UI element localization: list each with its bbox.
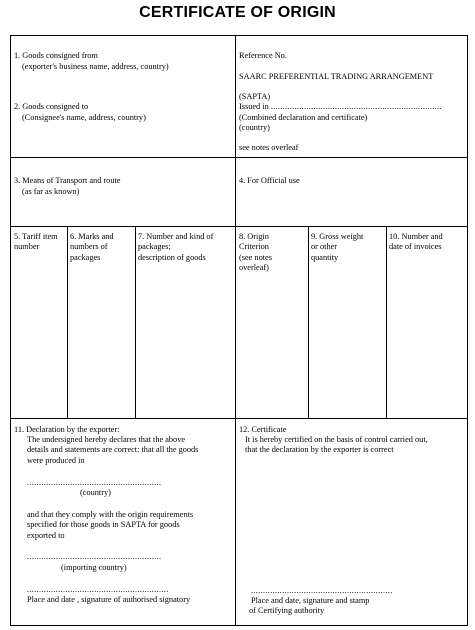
arrangement-name: SAARC PREFERENTIAL TRADING ARRANGEMENT [239, 71, 434, 81]
box12-heading: 12. Certificate [239, 425, 287, 434]
box2-subheading: (Consignee's name, address, country) [22, 112, 146, 122]
col8-origin-criterion: 8. Origin Criterion (see notes overleaf) [239, 232, 272, 272]
col-divider-9-10 [386, 226, 387, 418]
issued-in-block [239, 92, 465, 164]
box4-heading: 4. For Official use [239, 176, 300, 186]
importing-country-label: (importing country) [61, 563, 127, 572]
box1-heading: 1. Goods consigned from [14, 51, 98, 61]
col10-invoices: 10. Number and date of invoices [389, 232, 443, 252]
importing-country-field[interactable]: ........................................................ [27, 552, 162, 561]
certifying-signature-field[interactable]: ........................................................... [251, 586, 393, 595]
col5-tariff-item: 5. Tariff item number [14, 232, 58, 252]
issued-in-dots: ........................................................................ [270, 102, 442, 112]
issued-in-label: Issued in [239, 102, 269, 112]
row-divider-2 [11, 226, 467, 227]
top-divider [235, 36, 236, 418]
row-divider-3 [11, 418, 467, 419]
col-divider-5-6 [67, 226, 68, 418]
box11-compliance-text: and that they comply with the origin requirements specified for those goods in SAPTA for goods exported to [27, 510, 194, 540]
col-divider-6-7 [135, 226, 136, 418]
box4-official-use [239, 166, 465, 187]
exporter-signature-field[interactable]: ........................................................... [27, 585, 169, 594]
box11-country-label: (country) [80, 488, 111, 497]
arrangement-acronym: (SAPTA) [239, 92, 271, 102]
declaration-type: (Combined declaration and certificate) [239, 113, 368, 123]
certifying-signature-label-1: Place and date, signature and stamp [251, 596, 370, 605]
box3-transport-route [14, 166, 232, 207]
produced-in-country-field[interactable]: ........................................................ [27, 478, 162, 487]
certificate-form [10, 35, 468, 626]
box2-goods-consigned-to [14, 92, 232, 133]
col9-gross-weight: 9. Gross weight or other quantity [311, 232, 364, 262]
col6-marks-numbers: 6. Marks and numbers of packages [70, 232, 114, 262]
reference-number-label: Reference No. [239, 51, 287, 61]
box1-subheading: (exporter's business name, address, country) [22, 61, 169, 71]
exporter-signature-label: Place and date , signature of authorised signatory [27, 595, 191, 604]
box2-heading: 2. Goods consigned to [14, 102, 89, 112]
box11-declaration-text: The undersigned hereby declares that the above details and statements are correct: that all the goods were produced in [27, 435, 199, 465]
certifying-signature-label-2: of Certifying authority [249, 606, 325, 615]
box3-heading: 3. Means of Transport and route [14, 176, 121, 186]
page-title: CERTIFICATE OF ORIGIN [139, 4, 336, 21]
col-divider-8-9 [308, 226, 309, 418]
see-notes-label: see notes overleaf [239, 143, 299, 153]
box1-goods-consigned-from [14, 41, 232, 82]
issued-country-label: (country) [239, 122, 270, 132]
box12-certificate-text: It is hereby certified on the basis of control carried out, that the declaration by the exporter is correct [245, 435, 428, 455]
box11-heading: 11. Declaration by the exporter: [14, 425, 120, 434]
col7-packages-description: 7. Number and kind of packages; description of goods [138, 232, 214, 262]
box3-subheading: (as far as known) [22, 186, 80, 196]
bottom-divider [235, 418, 236, 626]
